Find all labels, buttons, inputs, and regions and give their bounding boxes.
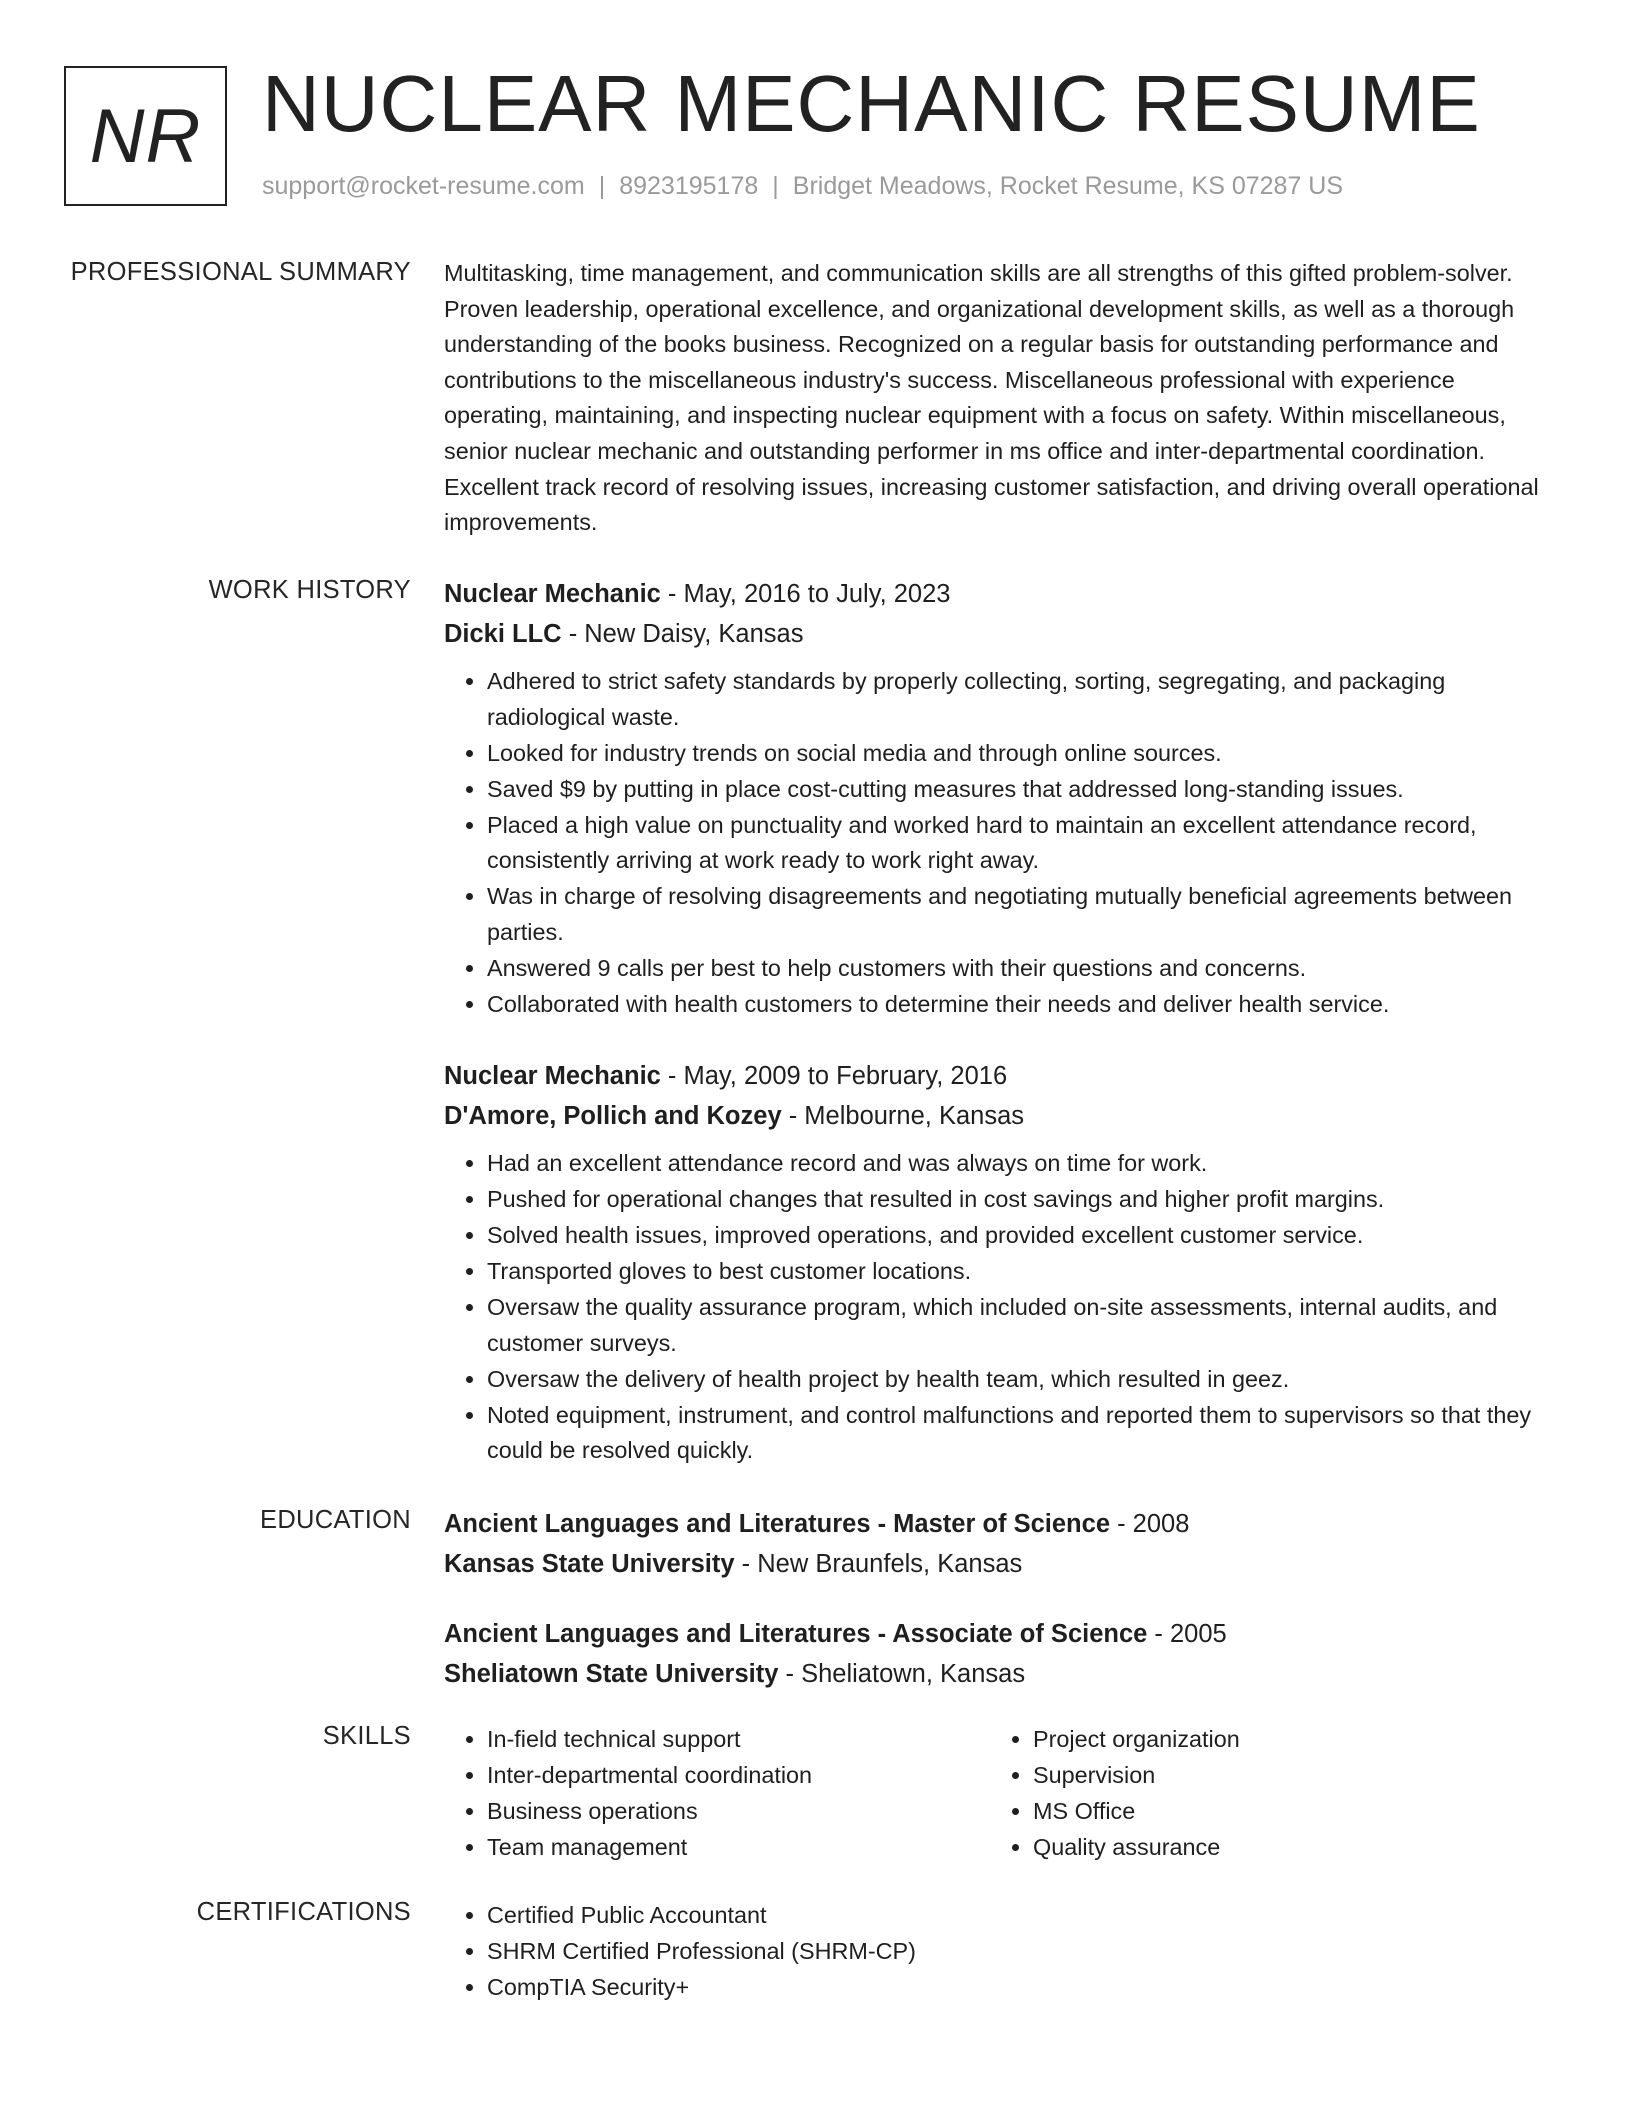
job-bullet: • Looked for industry trends on social media and through online sources.	[487, 736, 1560, 772]
monogram-initials: NR	[89, 93, 202, 179]
job-company-line	[444, 614, 1560, 654]
contact-line	[262, 172, 1343, 201]
education-school: Sheliatown State University	[444, 1660, 779, 1688]
job-bullet: • Pushed for operational changes that resulted in cost savings and higher profit margins.	[487, 1182, 1560, 1218]
education-location: - Sheliatown, Kansas	[778, 1660, 1026, 1688]
skill-item: • Supervision	[1033, 1758, 1536, 1794]
job-location: - New Daisy, Kansas	[561, 620, 804, 648]
skills-columns	[444, 1722, 1560, 1866]
education-school: Kansas State University	[444, 1550, 735, 1578]
contact-separator: |	[772, 172, 779, 200]
contact-address: Bridget Meadows, Rocket Resume, KS 07287 US	[792, 172, 1344, 200]
skills-list-right	[990, 1722, 1536, 1866]
job-company: Dicki LLC	[444, 620, 562, 648]
job-bullet: • Solved health issues, improved operations, and provided excellent customer service.	[487, 1218, 1560, 1254]
section-label-summary: PROFESSIONAL SUMMARY	[70, 258, 411, 286]
skill-item: • Business operations	[487, 1794, 990, 1830]
education-degree: Ancient Languages and Literatures - Associate of Science	[444, 1620, 1148, 1648]
education-year: - 2005	[1147, 1620, 1227, 1648]
education-entry	[444, 1614, 1560, 1694]
certification-item: • SHRM Certified Professional (SHRM-CP)	[487, 1934, 1560, 1970]
certification-item: • CompTIA Security+	[487, 1970, 1560, 2006]
skills-list-left	[444, 1722, 990, 1866]
job-title: Nuclear Mechanic	[444, 1062, 661, 1091]
job-bullet: • Oversaw the quality assurance program, which included on-site assessments, internal audits, and customer surveys.	[487, 1290, 1560, 1361]
education-degree-line	[444, 1614, 1560, 1654]
skill-item: • Quality assurance	[1033, 1830, 1536, 1866]
education-location: - New Braunfels, Kansas	[734, 1550, 1023, 1578]
resume-title: NUCLEAR MECHANIC RESUME	[262, 59, 1481, 148]
section-label-education: EDUCATION	[260, 1506, 411, 1534]
job-company: D'Amore, Pollich and Kozey	[444, 1102, 782, 1131]
education-school-line	[444, 1654, 1560, 1694]
job-location: - Melbourne, Kansas	[781, 1102, 1025, 1131]
job-dates: - May, 2009 to February, 2016	[660, 1062, 1008, 1091]
skill-item: • Project organization	[1033, 1722, 1536, 1758]
certification-item: • Certified Public Accountant	[487, 1898, 1560, 1934]
job-bullet: • Saved $9 by putting in place cost-cutting measures that addressed long-standing issues.	[487, 772, 1560, 808]
education-degree-line	[444, 1504, 1560, 1544]
section-label-skills: SKILLS	[322, 1722, 411, 1750]
job-bullet: • Noted equipment, instrument, and control malfunctions and reported them to supervisors so that they could be resolved quickly.	[487, 1398, 1560, 1469]
job-bullet: • Transported gloves to best customer locations.	[487, 1254, 1560, 1290]
job-entry	[444, 574, 1560, 1022]
contact-email[interactable]: support@rocket-resume.com	[262, 172, 585, 200]
job-bullet: • Collaborated with health customers to determine their needs and deliver health service.	[487, 987, 1560, 1023]
section-label-certifications: CERTIFICATIONS	[196, 1898, 411, 1926]
job-company-line	[444, 1096, 1560, 1136]
job-bullets	[444, 664, 1560, 1022]
job-bullets	[444, 1146, 1560, 1469]
job-entry	[444, 1056, 1560, 1469]
job-title: Nuclear Mechanic	[444, 580, 661, 608]
job-bullet: • Placed a high value on punctuality and worked hard to maintain an excellent attendance record, consistently arriving at work ready to work right away.	[487, 808, 1560, 879]
job-header	[444, 574, 1560, 614]
job-bullet: • Had an excellent attendance record and was always on time for work.	[487, 1146, 1560, 1182]
skill-item: • Team management	[487, 1830, 990, 1866]
education-school-line	[444, 1544, 1560, 1584]
contact-phone[interactable]: 8923195178	[619, 172, 759, 200]
job-header	[444, 1056, 1560, 1096]
skill-item: • Inter-departmental coordination	[487, 1758, 990, 1794]
skill-item: • MS Office	[1033, 1794, 1536, 1830]
job-dates: - May, 2016 to July, 2023	[660, 580, 951, 608]
certifications-list	[444, 1898, 1560, 2006]
monogram-badge	[64, 66, 227, 206]
job-bullet: • Was in charge of resolving disagreements and negotiating mutually beneficial agreements between parties.	[487, 879, 1560, 950]
contact-separator: |	[598, 172, 606, 200]
section-label-work-history: WORK HISTORY	[208, 576, 411, 604]
skill-item: • In-field technical support	[487, 1722, 990, 1758]
education-degree: Ancient Languages and Literatures - Master of Science	[444, 1510, 1111, 1538]
summary-text: Multitasking, time management, and communication skills are all strengths of this gifted problem-solver. Proven leadership, operational excellence, and organizational development skills, as well as a thorough understanding of the books business. Recognized on a regular basis for outstanding performance and contributions to the miscellaneous industry's success. Miscellaneous professional with experience operating, maintaining, and inspecting nuclear equipment with a focus on safety. Within miscellaneous, senior nuclear mechanic and outstanding performer in ms office and inter-departmental coordination. Excellent track record of resolving issues, increasing customer satisfaction, and driving overall operational improvements.	[444, 260, 1539, 536]
education-entry	[444, 1504, 1560, 1584]
education-year: - 2008	[1110, 1510, 1190, 1538]
job-bullet: • Oversaw the delivery of health project by health team, which resulted in geez.	[487, 1362, 1560, 1398]
job-bullet: • Answered 9 calls per best to help customers with their questions and concerns.	[487, 951, 1560, 987]
job-bullet: • Adhered to strict safety standards by properly collecting, sorting, segregating, and packaging radiological waste.	[487, 664, 1560, 735]
